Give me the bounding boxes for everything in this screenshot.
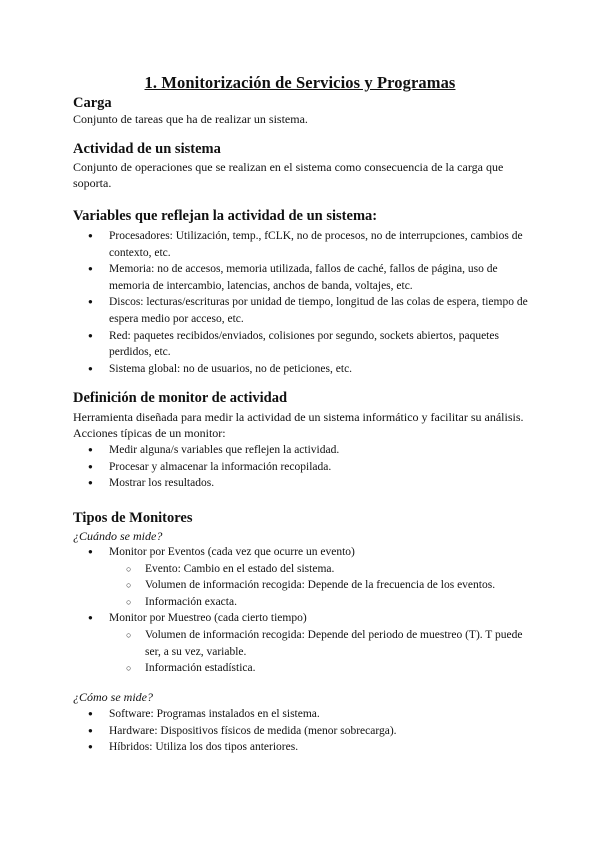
acciones-text: Acciones típicas de un monitor: <box>73 426 226 440</box>
muestreo-label: Monitor por Muestreo (cada cierto tiempo) <box>109 612 307 625</box>
list-item: ● Mostrar los resultados. <box>88 475 528 492</box>
carga-text: Conjunto de tareas que ha de realizar un sistema. <box>73 112 308 126</box>
list-item: ● Procesadores: Utilización, temp., fCLK, no de procesos, no de interrupciones, cambios de contexto, etc. <box>88 228 528 261</box>
list-item: ● Híbridos: Utiliza los dos tipos anteriores. <box>88 739 528 756</box>
heading-tipos: Tipos de Monitores <box>73 510 193 526</box>
list-item: ● Software: Programas instalados en el sistema. <box>88 706 528 723</box>
list-item: ● Sistema global: no de usuarios, no de peticiones, etc. <box>88 361 528 378</box>
heading-variables: Variables que reflejan la actividad de un sistema: <box>73 208 378 224</box>
list-item <box>88 610 528 676</box>
sublist-item: ○ Volumen de información recogida: Depende de la frecuencia de los eventos. <box>109 577 528 594</box>
list-item: ● Red: paquetes recibidos/enviados, colisiones por segundo, sockets abiertos, paquetes perdidos, etc. <box>88 328 528 361</box>
actividad-text: Conjunto de operaciones que se realizan en el sistema como consecuencia de la carga que soporta. <box>73 160 504 190</box>
muestreo-sublist <box>109 627 528 677</box>
acciones-list <box>88 442 528 492</box>
heading-definicion: Definición de monitor de actividad <box>73 390 288 406</box>
definicion-text: Herramienta diseñada para medir la actividad de un sistema informático y facilitar su análisis. <box>73 410 524 424</box>
list-item: ● Hardware: Dispositivos físicos de medida (menor sobrecarga). <box>88 723 528 740</box>
page-title: 1. Monitorización de Servicios y Programas <box>144 73 456 92</box>
sublist-item: ○ Volumen de información recogida: Depende del periodo de muestreo (T). T puede ser, a su vez, variable. <box>109 627 528 660</box>
variables-list <box>88 228 528 377</box>
sublist-item: ○ Información exacta. <box>109 594 528 611</box>
heading-actividad: Actividad de un sistema <box>73 141 221 157</box>
question-como: ¿Cómo se mide? <box>73 690 153 704</box>
como-list <box>88 706 528 756</box>
heading-carga: Carga <box>73 95 112 111</box>
sublist-item: ○ Información estadística. <box>109 660 528 677</box>
sublist-item: ○ Evento: Cambio en el estado del sistema. <box>109 561 528 578</box>
list-item: ● Procesar y almacenar la información recopilada. <box>88 459 528 476</box>
eventos-label: Monitor por Eventos (cada vez que ocurre un evento) <box>109 546 355 558</box>
list-item: ● Medir alguna/s variables que reflejen la actividad. <box>88 442 528 459</box>
cuando-list <box>88 544 528 677</box>
question-cuando: ¿Cuándo se mide? <box>73 529 163 543</box>
list-item: ● Memoria: no de accesos, memoria utilizada, fallos de caché, fallos de página, uso de memoria de intercambio, latencias, anchos de banda, voltajes, etc. <box>88 261 528 294</box>
list-item <box>88 544 528 610</box>
eventos-sublist <box>109 561 528 611</box>
list-item: ● Discos: lecturas/escrituras por unidad de tiempo, longitud de las colas de espera, tiempo de espera medio por acceso, etc. <box>88 294 528 327</box>
